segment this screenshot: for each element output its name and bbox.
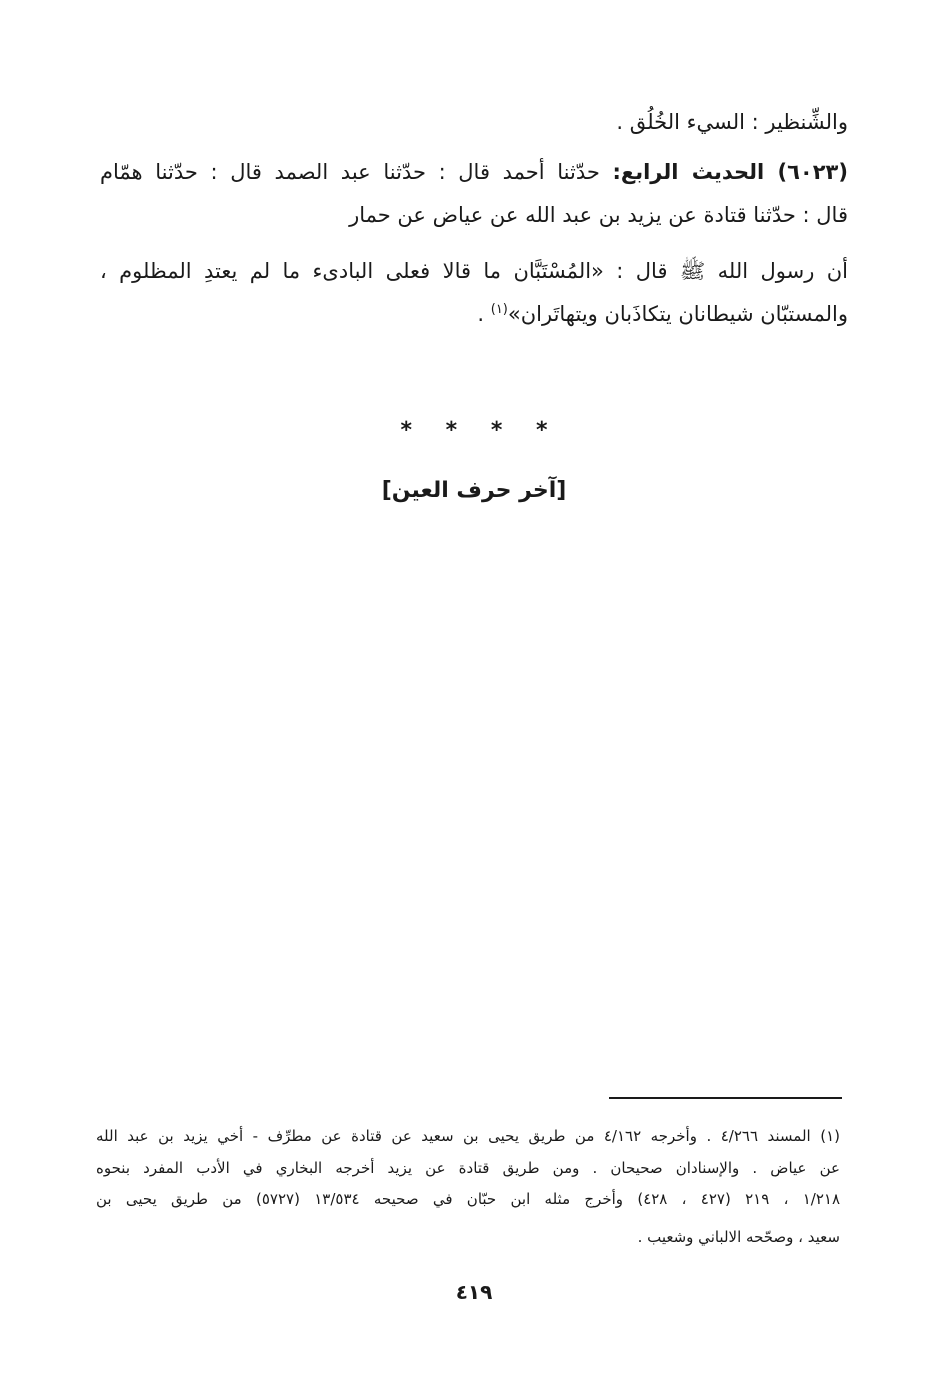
footnote-divider <box>609 1097 842 1099</box>
gloss-line: والشِّنظير : السيء الخُلُق . <box>616 110 848 134</box>
section-end-heading: [آخر حرف العين] <box>381 478 567 503</box>
footnote-line-2: عن عياض . والإسنادان صحيحان . ومن طريق قتادة عن يزيد أخرجه البخاري في الأدب المفرد بنحوه <box>96 1159 840 1177</box>
hadith-line-1-text: حدّثنا أحمد قال : حدّثنا عبد الصمد قال : حدّثنا همّام <box>100 160 613 184</box>
hadith-line-4-text: والمستبّان شيطانان يتكاذَبان ويتهاتَران» <box>507 302 848 326</box>
hadith-line-2: قال : حدّثنا قتادة عن يزيد بن عبد الله عن عياض عن حمار <box>349 203 848 227</box>
footnote-line-3: ١/٢١٨ ، ٢١٩ (٤٢٧ ، ٤٢٨) وأخرج مثله ابن حبّان في صحيحه ١٣/٥٣٤ (٥٧٢٧) من طريق يحيى بن <box>96 1190 841 1208</box>
hadith-line-3: أن رسول الله ﷺ قال : «المُسْتَبَّان ما قالا فعلى البادىء ما لم يعتدِ المظلوم ، <box>100 259 848 283</box>
footnote-reference: (١) <box>490 302 508 317</box>
hadith-line-1 <box>100 157 848 187</box>
section-separator: * * * * <box>400 418 548 443</box>
footnote-line-4: سعيد ، وصحّحه الالباني وشعيب . <box>637 1228 840 1246</box>
page-number: ٤١٩ <box>455 1280 493 1304</box>
hadith-number-label: (٦٠٢٣) الحديث الرابع: <box>612 160 848 184</box>
hadith-line-4-end: . <box>477 302 491 326</box>
hadith-line-4 <box>100 299 848 329</box>
footnote-line-1: (١) المسند ٤/٢٦٦ . وأخرجه ٤/١٦٢ من طريق يحيى بن سعيد عن قتادة عن مطرِّف - أخي يزيد بن عبد الله <box>96 1127 840 1145</box>
